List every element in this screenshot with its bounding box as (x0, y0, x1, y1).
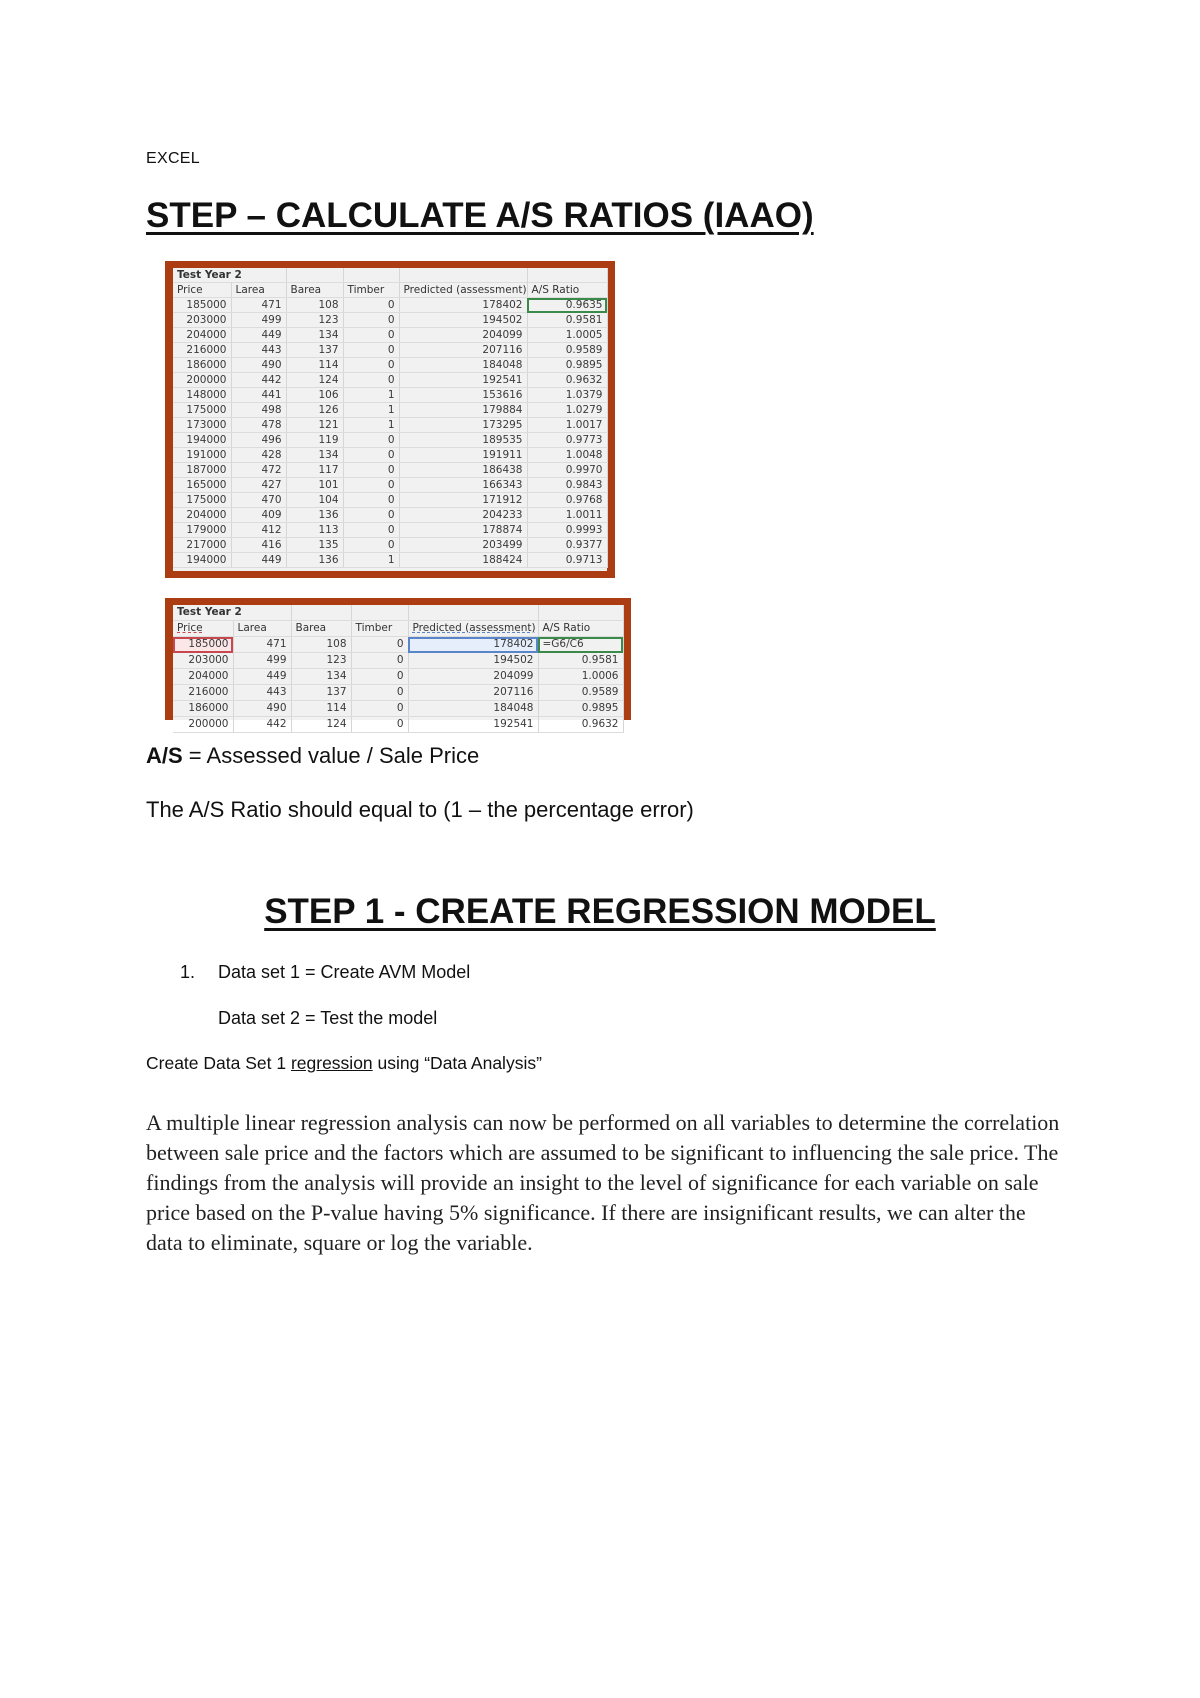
table-cell: 194000 (173, 553, 231, 568)
table-cell: 121 (286, 418, 343, 433)
table-cell: 192541 (408, 717, 538, 733)
table-cell: 499 (233, 653, 291, 669)
table-cell: 134 (286, 448, 343, 463)
table-cell: 0.9581 (527, 313, 607, 328)
table-row (173, 493, 607, 508)
regression-paragraph: A multiple linear regression analysis can now be performed on all variables to determine the correlation between sale price and the factors which are assumed to be significant to influencing the sale price. The findings from the analysis will provide an insight to the level of significance for each variable on sale price based on the P-value having 5% significance. If there are insignificant results, we can alter the data to eliminate, square or log the variable. (146, 1110, 1060, 1255)
list-item-continuation: Data set 2 = Test the model (218, 1008, 438, 1028)
table-cell: 136 (286, 553, 343, 568)
table-cell: 207116 (399, 343, 527, 358)
table-cell: 191911 (399, 448, 527, 463)
table-cell: 409 (231, 508, 286, 523)
empty-cell (351, 605, 408, 621)
table-cell: 0.9635 (527, 298, 607, 313)
table-cell: 200000 (173, 373, 231, 388)
column-header: Price (173, 621, 233, 637)
table-cell: 471 (233, 637, 291, 653)
table-cell: 204000 (173, 328, 231, 343)
table-cell: 1.0011 (527, 508, 607, 523)
empty-cell (538, 605, 623, 621)
table-cell: 0 (351, 701, 408, 717)
table-cell: 185000 (173, 637, 233, 653)
table-row (173, 553, 607, 568)
table-cell: 188424 (399, 553, 527, 568)
table-cell: 113 (286, 523, 343, 538)
table-cell: 427 (231, 478, 286, 493)
table-cell: 123 (286, 313, 343, 328)
empty-cell (343, 268, 399, 283)
table-cell: 1.0048 (527, 448, 607, 463)
table-cell: 126 (286, 403, 343, 418)
table-cell: 178402 (408, 637, 538, 653)
table-cell: 0 (343, 313, 399, 328)
table-cell: 0 (351, 685, 408, 701)
table-cell: 0 (343, 523, 399, 538)
table-cell: 498 (231, 403, 286, 418)
table-cell: 449 (233, 669, 291, 685)
table-cell: 0 (351, 653, 408, 669)
spreadsheet-screenshot-full (165, 261, 615, 578)
table-cell: 123 (291, 653, 351, 669)
table-cell: 0 (343, 538, 399, 553)
regression-link: regression (290, 1053, 373, 1073)
table-cell: 412 (231, 523, 286, 538)
table-cell: 108 (291, 637, 351, 653)
table-cell: 0 (343, 478, 399, 493)
as-ratio-formula-table (173, 605, 624, 733)
table-cell: 478 (231, 418, 286, 433)
table-cell: 104 (286, 493, 343, 508)
table-cell: 0 (343, 343, 399, 358)
table-cell: 191000 (173, 448, 231, 463)
column-header: Timber (343, 283, 399, 298)
table-cell: 0.9768 (527, 493, 607, 508)
table-row (173, 653, 623, 669)
table-cell: 203000 (173, 653, 233, 669)
column-header: Predicted (assessment) (408, 621, 538, 637)
table-cell: 184048 (399, 358, 527, 373)
table-cell: 189535 (399, 433, 527, 448)
header-row (173, 621, 623, 637)
table-cell: 1.0379 (527, 388, 607, 403)
table-cell: 203499 (399, 538, 527, 553)
table-cell: 1.0006 (538, 669, 623, 685)
table-cell: 0 (351, 669, 408, 685)
table-cell: 0 (343, 358, 399, 373)
table-cell: 184048 (408, 701, 538, 717)
table-cell: 117 (286, 463, 343, 478)
table-cell: 175000 (173, 493, 231, 508)
table-cell: 171912 (399, 493, 527, 508)
as-formula-rest: = Assessed value / Sale Price (182, 743, 480, 768)
column-header: Barea (286, 283, 343, 298)
empty-cell (408, 605, 538, 621)
table-row (173, 313, 607, 328)
table-cell: 204000 (173, 508, 231, 523)
table-cell: 134 (286, 328, 343, 343)
table-cell: 0.9970 (527, 463, 607, 478)
table-cell: 178402 (399, 298, 527, 313)
table-cell: 207116 (408, 685, 538, 701)
as-ratio-table (173, 268, 608, 568)
sheet-title-row (173, 268, 607, 283)
table-cell: 490 (233, 701, 291, 717)
table-cell: 108 (286, 298, 343, 313)
table-row (173, 358, 607, 373)
list-marker: 1. (180, 962, 196, 982)
create-line-after: using “Data Analysis” (372, 1053, 542, 1073)
table-cell: 187000 (173, 463, 231, 478)
table-cell: 0.9581 (538, 653, 623, 669)
column-header: A/S Ratio (527, 283, 607, 298)
table-cell: 471 (231, 298, 286, 313)
column-header: Barea (291, 621, 351, 637)
table-cell: 216000 (173, 343, 231, 358)
table-cell: 179884 (399, 403, 527, 418)
table-cell: 0 (351, 717, 408, 733)
table-cell: 194000 (173, 433, 231, 448)
table-cell: 1 (343, 388, 399, 403)
table-cell: 114 (286, 358, 343, 373)
table-row (173, 448, 607, 463)
table-cell: 119 (286, 433, 343, 448)
spreadsheet-screenshot-formula (165, 598, 631, 730)
table-row (173, 685, 623, 701)
table-row (173, 701, 623, 717)
column-header: Predicted (assessment) (399, 283, 527, 298)
table-cell: 216000 (173, 685, 233, 701)
table-row (173, 637, 623, 653)
table-cell: 179000 (173, 523, 231, 538)
table-cell: 490 (231, 358, 286, 373)
table-cell: 472 (231, 463, 286, 478)
column-header: Larea (231, 283, 286, 298)
sheet-title: Test Year 2 (173, 605, 291, 621)
table-cell: 0 (343, 433, 399, 448)
table-cell: 449 (231, 553, 286, 568)
table-cell: 204233 (399, 508, 527, 523)
table-cell: 204099 (399, 328, 527, 343)
table-cell: 0.9773 (527, 433, 607, 448)
table-row (173, 433, 607, 448)
table-cell: 124 (286, 373, 343, 388)
table-row (173, 373, 607, 388)
table-cell: 0.9895 (527, 358, 607, 373)
table-cell: 0 (343, 493, 399, 508)
table-cell: 136 (286, 508, 343, 523)
table-cell: 148000 (173, 388, 231, 403)
table-cell: 1.0005 (527, 328, 607, 343)
table-cell: 166343 (399, 478, 527, 493)
table-row (173, 403, 607, 418)
table-cell: 204099 (408, 669, 538, 685)
empty-cell (286, 268, 343, 283)
table-cell: 134 (291, 669, 351, 685)
table-cell: 0 (343, 463, 399, 478)
table-cell: 470 (231, 493, 286, 508)
table-row (173, 463, 607, 478)
table-cell: 416 (231, 538, 286, 553)
create-line-before: Create Data Set 1 (146, 1053, 291, 1073)
list-item: Data set 1 = Create AVM Model (218, 962, 471, 982)
create-data-set-line (146, 1053, 542, 1074)
as-formula-bold: A/S (146, 743, 183, 768)
table-cell: 1 (343, 418, 399, 433)
table-cell: 0 (343, 373, 399, 388)
table-row (173, 478, 607, 493)
header-row (173, 283, 607, 298)
table-row (173, 328, 607, 343)
table-row (173, 523, 607, 538)
sheet-title-row (173, 605, 623, 621)
table-cell: 442 (231, 373, 286, 388)
table-cell: 0 (343, 448, 399, 463)
table-cell: 441 (231, 388, 286, 403)
table-cell: 200000 (173, 717, 233, 733)
table-cell: 442 (233, 717, 291, 733)
table-row (173, 418, 607, 433)
table-cell: 0 (343, 508, 399, 523)
table-cell: 186000 (173, 701, 233, 717)
table-cell: 0.9993 (527, 523, 607, 538)
table-cell: 0 (343, 328, 399, 343)
table-cell: 194502 (408, 653, 538, 669)
heading-calculate-as-ratios: STEP – CALCULATE A/S RATIOS (IAAO) (146, 196, 814, 235)
table-row (173, 343, 607, 358)
table-cell: 499 (231, 313, 286, 328)
table-cell: 114 (291, 701, 351, 717)
table-row (173, 538, 607, 553)
heading-step-1: STEP 1 - CREATE REGRESSION MODEL (264, 892, 936, 931)
empty-cell (291, 605, 351, 621)
table-cell: 443 (233, 685, 291, 701)
empty-cell (399, 268, 527, 283)
table-cell: 0.9632 (527, 373, 607, 388)
table-cell: 0.9713 (527, 553, 607, 568)
empty-cell (527, 268, 607, 283)
table-cell: 0.9589 (538, 685, 623, 701)
table-cell: 135 (286, 538, 343, 553)
table-cell: 173295 (399, 418, 527, 433)
sheet-title: Test Year 2 (173, 268, 286, 283)
table-cell: 0 (343, 298, 399, 313)
table-cell: 124 (291, 717, 351, 733)
table-cell: 203000 (173, 313, 231, 328)
table-cell: 185000 (173, 298, 231, 313)
table-cell: 428 (231, 448, 286, 463)
table-cell: 175000 (173, 403, 231, 418)
column-header: A/S Ratio (538, 621, 623, 637)
table-cell: 194502 (399, 313, 527, 328)
table-cell: 0.9843 (527, 478, 607, 493)
table-cell: =G6/C6 (538, 637, 623, 653)
table-cell: 192541 (399, 373, 527, 388)
table-cell: 153616 (399, 388, 527, 403)
table-cell: 1 (343, 403, 399, 418)
table-cell: 165000 (173, 478, 231, 493)
table-cell: 186000 (173, 358, 231, 373)
column-header: Timber (351, 621, 408, 637)
column-header: Price (173, 283, 231, 298)
table-cell: 0 (351, 637, 408, 653)
table-cell: 443 (231, 343, 286, 358)
table-row (173, 508, 607, 523)
table-cell: 137 (286, 343, 343, 358)
table-cell: 101 (286, 478, 343, 493)
as-ratio-note: The A/S Ratio should equal to (1 – the percentage error) (146, 797, 694, 822)
column-header: Larea (233, 621, 291, 637)
table-cell: 204000 (173, 669, 233, 685)
table-cell: 496 (231, 433, 286, 448)
as-formula (146, 743, 479, 769)
table-cell: 0.9632 (538, 717, 623, 733)
table-cell: 1.0017 (527, 418, 607, 433)
table-row (173, 717, 623, 733)
table-cell: 0.9377 (527, 538, 607, 553)
table-cell: 217000 (173, 538, 231, 553)
table-cell: 106 (286, 388, 343, 403)
table-row (173, 388, 607, 403)
table-cell: 449 (231, 328, 286, 343)
table-cell: 1 (343, 553, 399, 568)
page-label: EXCEL (146, 150, 200, 167)
table-cell: 1.0279 (527, 403, 607, 418)
table-cell: 173000 (173, 418, 231, 433)
table-cell: 186438 (399, 463, 527, 478)
table-row (173, 298, 607, 313)
table-cell: 0.9589 (527, 343, 607, 358)
table-cell: 0.9895 (538, 701, 623, 717)
table-cell: 178874 (399, 523, 527, 538)
table-row (173, 669, 623, 685)
table-cell: 137 (291, 685, 351, 701)
